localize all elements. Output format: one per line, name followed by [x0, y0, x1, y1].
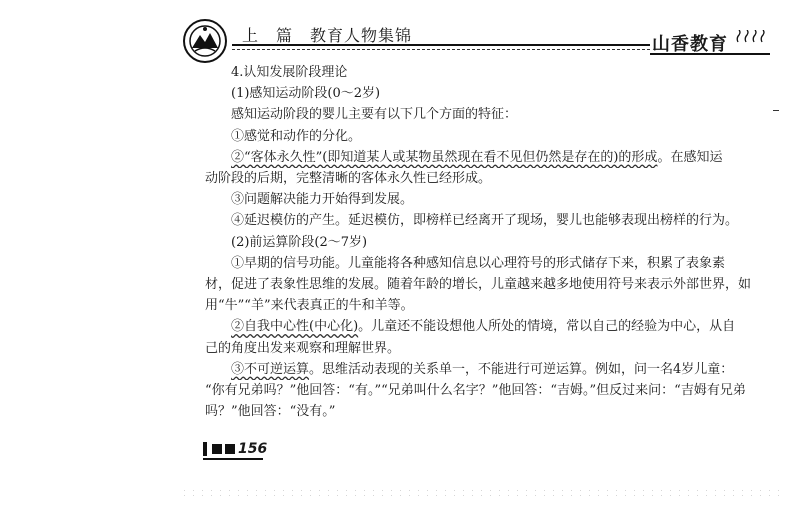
list-item: ③问题解决能力开始得到发展。: [231, 192, 414, 208]
page-number-square-icon: [212, 444, 222, 454]
brand-name: 山香教育: [652, 34, 728, 55]
mountain-emblem-icon: [185, 21, 225, 61]
list-item: ③不可逆运算。思维活动表现的关系单一，不能进行可逆运算。例如，问一名4岁儿童：: [231, 361, 734, 377]
paragraph-continuation: 己的角度出发来观察和理解世界。: [205, 340, 401, 356]
paragraph-continuation: “你有兄弟吗？”他回答：“有。”“兄弟叫什么名字？”他回答：“吉姆。”但反过来问：“吉姆有兄弟: [205, 383, 746, 399]
scan-mark: [773, 110, 779, 111]
list-item: ①早期的信号功能。儿童能将各种感知信息以心理符号的形式储存下来，积累了表象素: [231, 255, 726, 271]
paragraph-continuation: 用“牛”“羊”来代表真正的牛和羊等。: [205, 298, 414, 314]
paragraph-continuation: 动阶段的后期，完整清晰的客体永久性已经形成。: [205, 171, 492, 187]
paragraph: 感知运动阶段的婴儿主要有以下几个方面的特征：: [231, 107, 518, 123]
emphasis-text: ②“客体永久性”(即知道某人或某物虽然现在看不见但仍然是存在的)的形成: [231, 149, 658, 165]
heading-cognitive-theory: 4.认知发展阶段理论: [231, 65, 348, 80]
page-number: [203, 441, 267, 457]
paragraph-continuation: 材，促进了表象性思维的发展。随着年龄的增长，儿童越来越多地使用符号来表示外部世界，如: [205, 277, 752, 293]
header-rule-dashed: [232, 49, 650, 50]
brand-rule: [650, 53, 770, 55]
heading-preoperational-stage: (2)前运算阶段(2～7岁): [231, 234, 368, 250]
page-number-rule: [203, 458, 263, 460]
steam-decoration-icon: [735, 30, 765, 44]
page-number-square-icon: [225, 444, 235, 454]
heading-sensorimotor-stage: (1)感知运动阶段(0～2岁): [231, 86, 381, 102]
list-item: ①感觉和动作的分化。: [231, 128, 362, 144]
publisher-logo: [183, 19, 227, 63]
page-number-text: 156: [238, 441, 268, 457]
section-header-title: 上 篇 教育人物集锦: [242, 26, 413, 45]
page-number-bar-icon: [203, 442, 207, 456]
list-item: ②“客体永久性”(即知道某人或某物虽然现在看不见但仍然是存在的)的形成。在感知运: [231, 149, 723, 165]
list-item: ②自我中心性(中心化)。儿童还不能设想他人所处的情境，常以自己的经验为中心，从自: [231, 319, 736, 335]
scan-noise: [180, 488, 780, 498]
body-text: [205, 62, 777, 422]
paragraph-continuation: 吗？”他回答：“没有。”: [205, 404, 336, 420]
list-item: ④延迟模仿的产生。延迟模仿，即榜样已经离开了现场，婴儿也能够表现出榜样的行为。: [231, 213, 739, 229]
emphasis-text: ②自我中心性(中心化): [231, 319, 359, 335]
header-rule: [232, 44, 650, 46]
emphasis-text: ③不可逆运算: [231, 361, 310, 377]
